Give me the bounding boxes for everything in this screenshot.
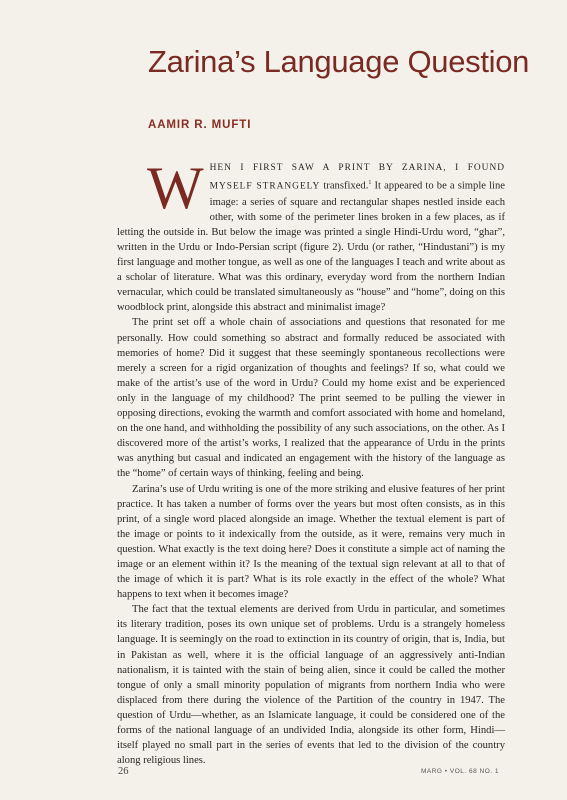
paragraph-2: The print set off a whole chain of associations and questions that resonated for me personally. How could something so abstract and formally reduced be associated with memories of home? Did it suggest that these seemingly spontaneous recollections were merely a screen for a rigid organization of thoughts and feelings? If so, what could we make of the artist’s use of the word in Urdu? Could my home exist and be experienced only in the language of my childhood? The print seemed to be pulling the viewer in opposing directions, evoking the warmth and comfort associated with home and homeland, on the one hand, and withholding the possibility of any such associations, on the other. As I discovered more of the artist’s works, I realized that the appearance of Urdu in the prints was anything but casual and indicated an engagement with the history of the language as the “home” of certain ways of thinking, feeling and being. — [117, 317, 505, 480]
article-body — [117, 155, 505, 768]
paragraph-4: The fact that the textual elements are derived from Urdu in particular, and sometimes its literary tradition, poses its own unique set of problems. Urdu is a strangely homeless language. It is seemingly on the road to extinction in its country of origin, that is, India, but in Pakistan as well, where it is the official language of an aggressively anti-Indian nationalism, it is tainted with the stain of being alien, since it could be called the mother tongue of only a small minority population of migrants from northern India who were displaced from there during the violence of the Partition of the country in 1947. The question of Urdu—whether, as an Islamicate language, it could be considered one of the forms of the national language of an undivided India, alongside its other form, Hindi—itself played no small part in the series of events that led to the division of the country along religious lines. — [117, 604, 505, 767]
paragraph-1 — [117, 155, 505, 315]
drop-cap: W — [147, 155, 204, 221]
article-author: AAMIR R. MUFTI — [148, 119, 252, 131]
opening-word: transfixed. — [323, 180, 369, 192]
paragraph-3: Zarina’s use of Urdu writing is one of the more striking and elusive features of her print practice. It has taken a number of forms over the years but most often consists, as in this print, of a single word placed alongside an image. Whether the textual element is part of the image or points to it indexically from the outside, as it were, remains very much in question. What exactly is the text doing here? Does it constitute a simple act of naming the image or an element within it? Is the meaning of the textual sign relevant at all to that of the image of which it is part? What is its role exactly in the effect of the whole? What happens to text when it becomes image? — [117, 483, 505, 601]
footnote-marker: 1 — [368, 180, 372, 187]
paragraph-1-text: It appeared to be a simple line image: a series of square and rectangular shapes nestled inside each other, with some of the perimeter lines broken in a few places, as if letting the outside in. But below the image was printed a single Hindi-Urdu word, “ghar”, written in the Urdu or Indo-Persian script (figure 2). Urdu (or rather, “Hindustani”) is my first language and mother tongue, as well as one of the languages I teach and write about as a scholar of literature. What was this ordinary, everyday word from the northern Indian vernacular, which could be translated simultaneously as “house” and “home”, doing on this woodblock print, alongside this abstract and minimalist image? — [117, 180, 505, 314]
opening-small-caps: HEN I FIRST SAW A PRINT BY ZARINA, I FOUND MYSELF STRANGELY — [209, 163, 505, 192]
page-number: 26 — [118, 766, 129, 777]
article-title: Zarina’s Language Question — [148, 44, 530, 79]
running-footer: MARG • VOL. 68 NO. 1 — [420, 768, 499, 775]
